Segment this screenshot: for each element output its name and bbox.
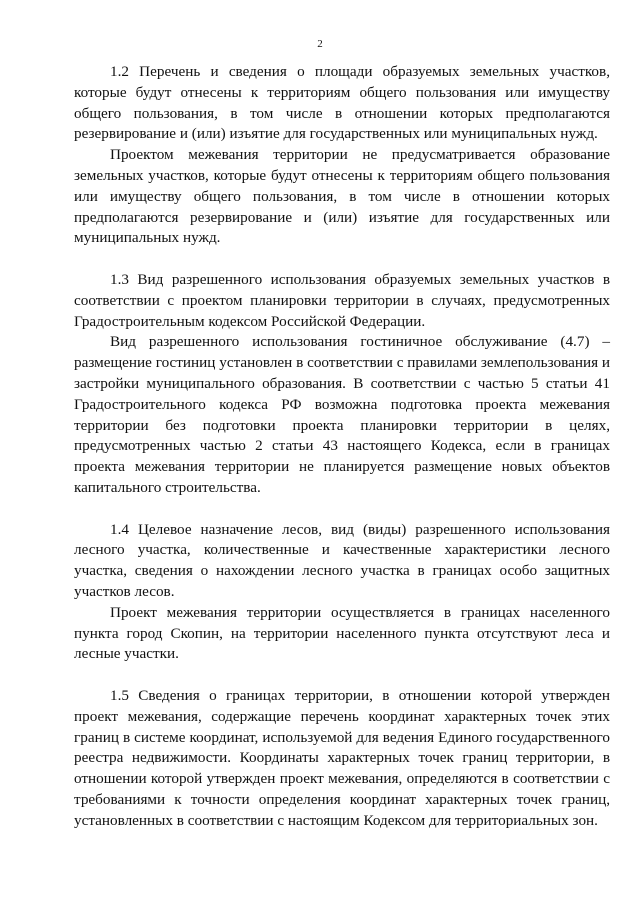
section-1-4-body: Проект межевания территории осуществляется в границах населенного пункта город Скопин, на территории населенного пункта отсутствуют леса и лесные участки. bbox=[74, 603, 610, 663]
section-1-3-body: Вид разрешенного использования гостиничное обслуживание (4.7) – размещение гостиниц установлен в соответствии с правилами землепользования и застройки муниципального образования. В соответствии с частью 5 статьи 41 Градостроительного кодекса РФ возможна подготовка проекта межевания территории без подготовки проекта планировки территории в целях, предусмотренных частью 2 статьи 43 настоящего Кодекса, если в границах проекта межевания территории не планируется размещение новых объектов капитального строительства. bbox=[74, 333, 610, 496]
page-number: 2 bbox=[317, 38, 323, 50]
document-body bbox=[74, 62, 610, 831]
section-spacer bbox=[74, 665, 610, 686]
section-1-5-heading: 1.5 Сведения о границах территории, в отношении которой утвержден проект межевания, содержащие перечень координат характерных точек этих границ в системе координат, используемой для ведения Единого государственного реестра недвижимости. Координаты характерных точек границ территории, в отношении которой утвержден проект межевания, определяются в соответствии с требованиями к точности определения координат характерных точек границ, установленных в соответствии с настоящим Кодексом для территориальных зон. bbox=[74, 686, 610, 829]
section-spacer bbox=[74, 499, 610, 520]
section-spacer bbox=[74, 249, 610, 270]
section-1-2-heading: 1.2 Перечень и сведения о площади образуемых земельных участков, которые будут отнесены к территориям общего пользования или имуществу общего пользования, в том числе в отношении которых предполагаются резервирование и (или) изъятие для государственных или муниципальных нужд. bbox=[74, 63, 610, 143]
section-1-4-heading: 1.4 Целевое назначение лесов, вид (виды) разрешенного использования лесного участка, количественные и качественные характеристики лесного участка, сведения о нахождении лесного участка в границах особо защитных участков лесов. bbox=[74, 520, 610, 600]
section-1-3-heading: 1.3 Вид разрешенного использования образуемых земельных участков в соответствии с проектом планировки территории в случаях, предусмотренных Градостроительным кодексом Российской Федерации. bbox=[74, 270, 610, 330]
section-1-2-body: Проектом межевания территории не предусматривается образование земельных участков, которые будут отнесены к территориям общего пользования или имуществу общего пользования, в том числе в отношении которых предполагаются резервирование и (или) изъятие для государственных или муниципальных нужд. bbox=[74, 146, 610, 247]
